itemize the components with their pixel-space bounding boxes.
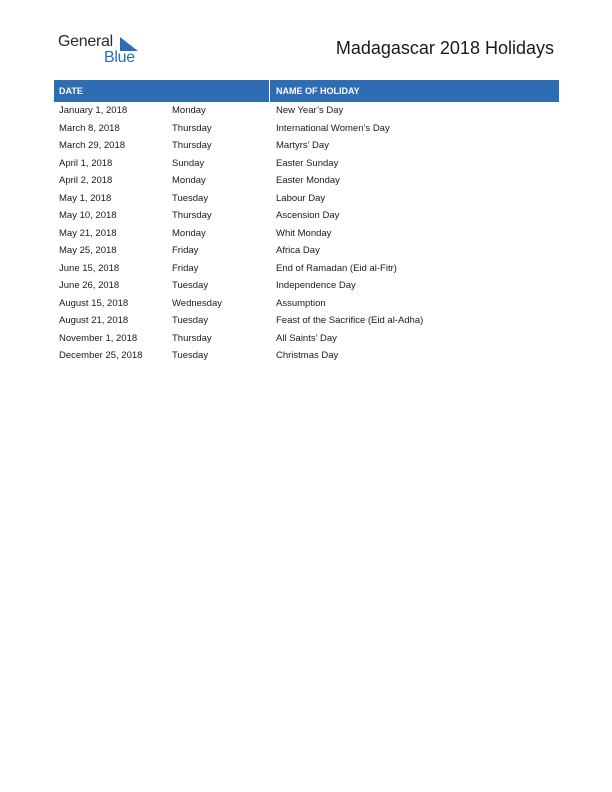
cell-date: April 1, 2018 <box>59 157 113 169</box>
cell-holiday-name: Martyrs’ Day <box>276 140 329 151</box>
logo-text-blue: Blue <box>104 49 135 66</box>
cell-holiday-name: Assumption <box>276 297 326 309</box>
cell-weekday: Thursday <box>172 332 212 344</box>
header-divider <box>269 80 270 102</box>
cell-weekday: Wednesday <box>172 297 222 309</box>
table-row <box>54 190 559 208</box>
table-row <box>54 172 559 190</box>
table-row <box>54 277 559 295</box>
table-row <box>54 137 559 155</box>
table-row <box>54 225 559 243</box>
table-row <box>54 260 559 278</box>
table-row <box>54 155 559 173</box>
cell-weekday: Friday <box>172 245 199 256</box>
cell-holiday-name: Easter Sunday <box>276 157 339 169</box>
cell-date: May 10, 2018 <box>59 210 117 221</box>
cell-holiday-name: Whit Monday <box>276 227 332 239</box>
cell-weekday: Thursday <box>172 122 212 134</box>
cell-holiday-name: New Year’s Day <box>276 105 344 116</box>
table-row <box>54 312 559 330</box>
cell-weekday: Tuesday <box>172 192 209 204</box>
cell-weekday: Thursday <box>172 210 212 221</box>
cell-holiday-name: Labour Day <box>276 192 326 204</box>
table-row <box>54 347 559 365</box>
table-row <box>54 207 559 225</box>
holidays-table <box>54 80 559 365</box>
document-title: Madagascar 2018 Holidays <box>335 38 554 58</box>
cell-weekday: Tuesday <box>172 315 209 326</box>
cell-holiday-name: End of Ramadan (Eid al-Fitr) <box>276 262 397 274</box>
cell-date: August 15, 2018 <box>59 297 129 309</box>
cell-date: May 21, 2018 <box>59 227 117 239</box>
cell-holiday-name: Feast of the Sacrifice (Eid al-Adha) <box>276 315 424 326</box>
cell-date: January 1, 2018 <box>59 105 128 116</box>
cell-weekday: Tuesday <box>172 280 209 291</box>
header-holiday-name: NAME OF HOLIDAY <box>276 86 360 96</box>
logo-text-general: General <box>58 33 113 50</box>
cell-date: March 8, 2018 <box>59 122 120 134</box>
cell-holiday-name: Ascension Day <box>276 210 340 221</box>
cell-date: April 2, 2018 <box>59 175 113 186</box>
cell-weekday: Monday <box>172 175 206 186</box>
cell-weekday: Sunday <box>172 157 205 169</box>
table-row <box>54 330 559 348</box>
table-header <box>54 80 559 102</box>
cell-holiday-name: Independence Day <box>276 280 356 291</box>
cell-date: November 1, 2018 <box>59 332 138 344</box>
cell-holiday-name: International Women’s Day <box>276 122 390 134</box>
table-row <box>54 295 559 313</box>
cell-date: June 15, 2018 <box>59 262 120 274</box>
cell-holiday-name: All Saints’ Day <box>276 332 337 344</box>
table-body <box>54 102 559 365</box>
cell-date: May 25, 2018 <box>59 245 117 256</box>
header-date: DATE <box>59 86 83 96</box>
cell-weekday: Thursday <box>172 140 212 151</box>
cell-date: August 21, 2018 <box>59 315 129 326</box>
cell-date: June 26, 2018 <box>59 280 120 291</box>
cell-weekday: Monday <box>172 227 206 239</box>
table-row <box>54 102 559 120</box>
cell-weekday: Monday <box>172 105 206 116</box>
cell-date: December 25, 2018 <box>59 350 143 361</box>
cell-date: March 29, 2018 <box>59 140 126 151</box>
table-row <box>54 242 559 260</box>
cell-date: May 1, 2018 <box>59 192 112 204</box>
cell-weekday: Friday <box>172 262 199 274</box>
table-row <box>54 120 559 138</box>
cell-holiday-name: Christmas Day <box>276 350 339 361</box>
cell-holiday-name: Africa Day <box>276 245 320 256</box>
logo <box>58 33 148 69</box>
cell-weekday: Tuesday <box>172 350 209 361</box>
cell-holiday-name: Easter Monday <box>276 175 340 186</box>
